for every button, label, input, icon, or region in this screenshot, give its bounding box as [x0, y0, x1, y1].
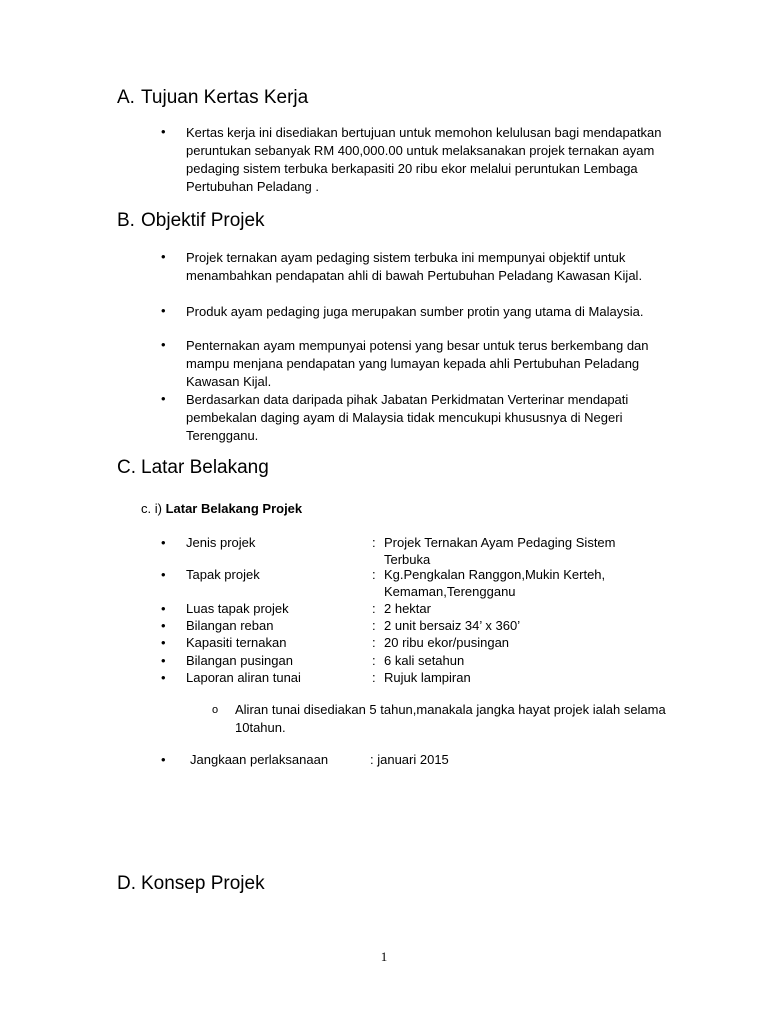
heading-section-c: C. Latar Belakang — [117, 457, 269, 478]
bullet-icon: • — [161, 635, 166, 650]
bullet-icon: • — [161, 670, 166, 685]
paragraph-b1: Projek ternakan ayam pedaging sistem terbuka ini mempunyai objektif untuk menambahkan pendapatan ahli di bawah Pertubuhan Peladang Kawasan Kijal. — [186, 250, 643, 283]
heading-section-d: D. Konsep Projek — [117, 873, 265, 894]
bullet-icon: • — [161, 653, 166, 668]
bullet-icon: • — [161, 567, 166, 582]
bullet-icon: • — [161, 618, 166, 633]
bullet-icon: • — [161, 535, 166, 550]
bullet-icon: • — [161, 752, 166, 767]
heading-section-b: B. Objektif Projek — [117, 210, 265, 231]
page-number: 1 — [380, 949, 388, 964]
subheading-c-i: c. i) Latar Belakang Projek — [141, 501, 303, 516]
bullet-icon: • — [161, 391, 166, 406]
paragraph-b2: Produk ayam pedaging juga merupakan sumber protin yang utama di Malaysia. — [186, 304, 644, 319]
bullet-icon: • — [161, 337, 166, 352]
paragraph-b3: Penternakan ayam mempunyai potensi yang besar untuk terus berkembang dan mampu menjana pendapatan yang lumayan kepada ahli Pertubuhan Peladang Kawasan Kijal. — [186, 338, 649, 389]
bullet-icon: • — [161, 303, 166, 318]
bullet-icon: • — [161, 249, 166, 264]
heading-section-a: A. Tujuan Kertas Kerja — [117, 87, 309, 108]
bullet-icon: • — [161, 124, 166, 139]
paragraph-a1: Kertas kerja ini disediakan bertujuan untuk memohon kelulusan bagi mendapatkan peruntukan sebanyak RM 400,000.00 untuk melaksanakan projek ternakan ayam pedaging sistem terbuka berkapasiti 20 ribu ekor melalui peruntukan Lembaga Pertubuhan Peladang . — [186, 125, 662, 194]
cashflow-note: Aliran tunai disediakan 5 tahun,manakala jangka hayat projek ialah selama 10tahun. — [235, 702, 666, 735]
paragraph-b4: Berdasarkan data daripada pihak Jabatan Perkidmatan Verterinar mendapati pembekalan daging ayam di Malaysia tidak mencukupi khususnya di Negeri Terengganu. — [186, 392, 629, 443]
bullet-icon: • — [161, 601, 166, 616]
sub-bullet-icon: o — [212, 704, 219, 716]
